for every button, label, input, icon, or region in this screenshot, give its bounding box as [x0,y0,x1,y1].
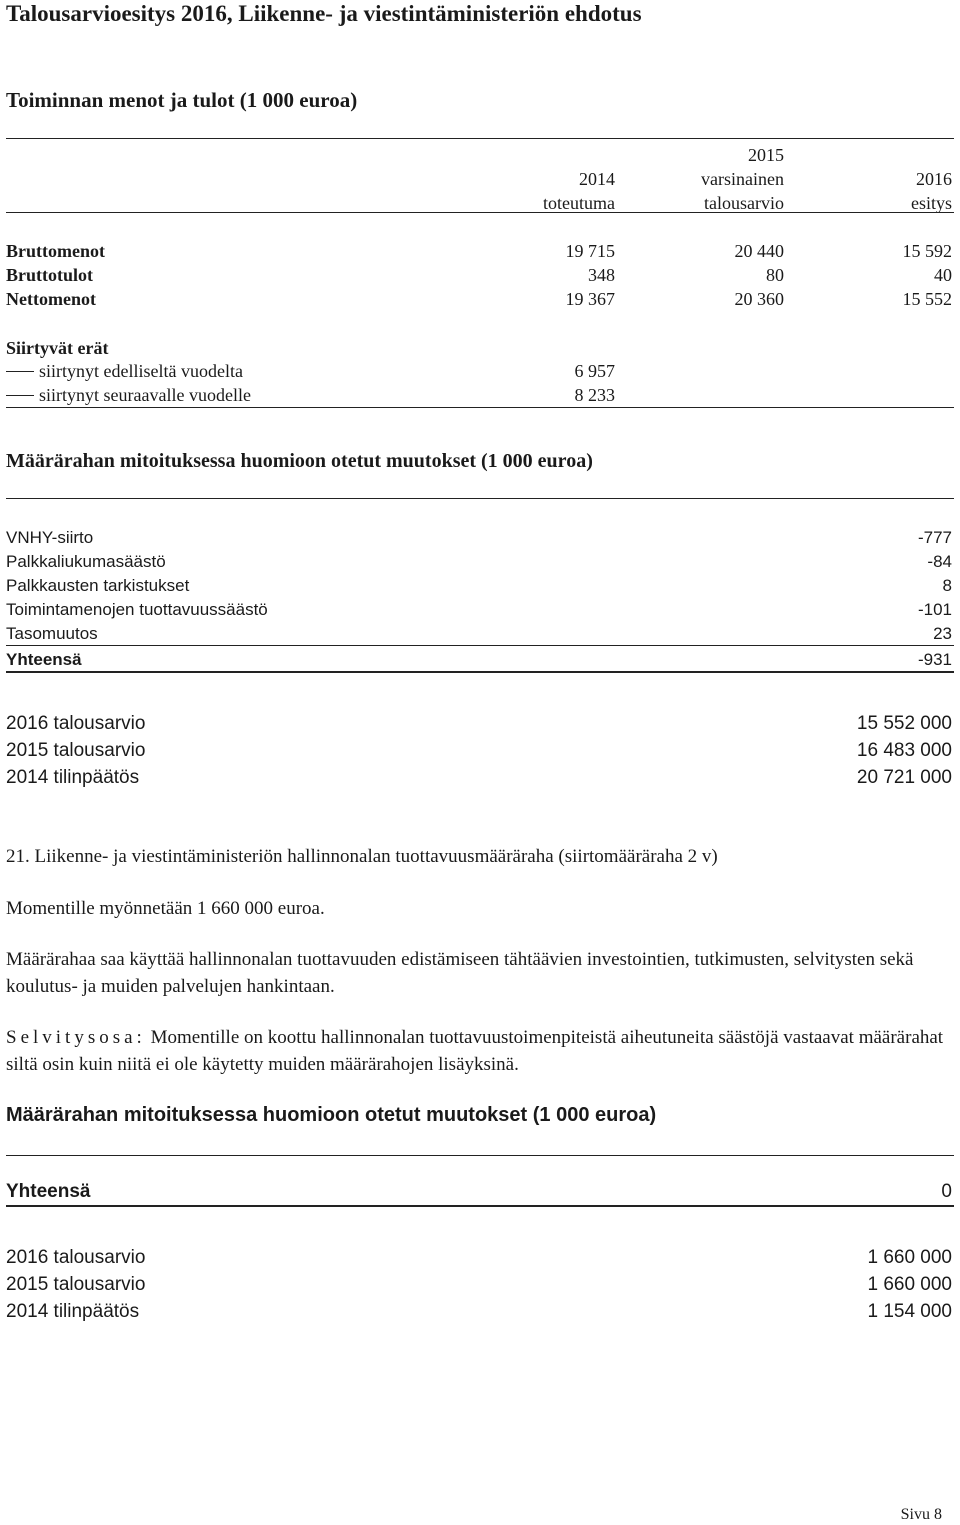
budget-label: 2015 talousarvio [6,740,146,761]
column-header-2015-line2: varsinainen [701,169,784,189]
explanation-label: Selvitysosa: [6,1027,146,1048]
row-value-2014: 348 [588,265,615,285]
explanation-text: Momentille on koottu hallinnonalan tuottavuustoimenpiteistä aiheutuneita säästöjä vastaavat määrärahat siltä osin kuin niitä ei ole käytetty muiden määrärahojen lisäyksinä. [6,1027,944,1075]
item-label: Tasomuutos [6,624,98,643]
budget-value: 1 154 000 [867,1301,952,1322]
row-value-2015: 80 [766,265,784,285]
moment-usage: Määrärahaa saa käyttää hallinnonalan tuottavuuden edistämiseen tähtäävien investointien, tutkimusten, selvitysten sekä koulutus- ja muiden palvelujen hankintaan. [6,949,914,997]
moment-heading: 21. Liikenne- ja viestintäministeriön hallinnonalan tuottavuusmääräraha (siirtomääräraha 2 v) [6,846,718,867]
total-value: 0 [941,1181,952,1202]
row-value-2014: 6 957 [574,361,615,381]
list-item [6,550,952,574]
table-row [6,287,952,311]
total-value: -931 [917,650,952,669]
budget-row [6,764,952,791]
section-title: Toiminnan menot ja tulot (1 000 euroa) [6,88,358,112]
total-label: Yhteensä [6,1181,91,1202]
column-header-2014-line2: 2014 [579,169,615,189]
item-value: -777 [917,528,952,547]
budget-value: 16 483 000 [856,740,952,761]
item-label: Toimintamenojen tuottavuussäästö [6,600,268,619]
total-bottom-rule-2 [6,1205,954,1207]
item-value: -101 [917,600,952,619]
budget-row [6,1244,952,1271]
budget-label: 2016 talousarvio [6,713,146,734]
list-item [6,526,952,550]
budget-label: 2014 tilinpäätös [6,767,140,788]
budget-row [6,710,952,737]
row-value-2015: 20 360 [734,289,784,309]
row-value-2015: 20 440 [734,241,784,261]
budget-value: 1 660 000 [867,1274,952,1295]
table-row [6,359,952,383]
item-label: Palkkausten tarkistukset [6,576,190,595]
row-label: siirtynyt edelliseltä vuodelta [39,361,243,381]
total-row-2 [6,1178,952,1205]
total-bottom-rule [6,671,954,673]
table-row [6,239,952,263]
column-header-2014-line3: toteutuma [543,193,615,213]
budget-label: 2016 talousarvio [6,1247,146,1268]
column-header-2015 [634,143,784,215]
header-bottom-rule [6,212,954,213]
item-value: 8 [942,576,952,595]
row-value-2014: 19 715 [565,241,615,261]
row-value-2014: 19 367 [565,289,615,309]
list-item [6,598,952,622]
budget-label: 2015 talousarvio [6,1274,146,1295]
budget-row [6,1271,952,1298]
row-label: Nettomenot [6,289,96,309]
item-label: Palkkaliukumasäästö [6,552,166,571]
column-header-2015-line1: 2015 [748,145,784,165]
page-number: Sivu 8 [900,1506,942,1523]
column-header-2016 [802,143,952,215]
total-label: Yhteensä [6,650,82,669]
dash-icon [6,395,34,396]
budget-row [6,1298,952,1325]
changes-top-rule [6,498,954,499]
column-header-2016-line1 [802,143,952,167]
row-label: Bruttomenot [6,241,105,261]
moment-grant: Momentille myönnetään 1 660 000 euroa. [6,898,325,919]
row-value-2016: 15 552 [902,289,952,309]
moment-explanation [6,1024,956,1078]
item-value: -84 [927,552,952,571]
row-value-2016: 40 [934,265,952,285]
budget-row [6,737,952,764]
column-header-2014-line1 [465,143,615,167]
total-top-rule [6,645,954,646]
table-bottom-rule [6,407,954,408]
dash-icon [6,371,34,372]
budget-label: 2014 tilinpäätös [6,1301,140,1322]
item-value: 23 [933,624,952,643]
changes2-top-rule [6,1155,954,1156]
list-item [6,574,952,598]
row-value-2016: 15 592 [902,241,952,261]
column-header-2016-line2: 2016 [916,169,952,189]
row-label: Bruttotulot [6,265,93,285]
table-row [6,383,952,407]
table-row [6,263,952,287]
column-header-2014 [465,143,615,215]
item-label: VNHY-siirto [6,528,94,547]
column-header-2016-line3: esitys [910,193,952,213]
row-label: siirtynyt seuraavalle vuodelle [39,385,251,405]
column-header-2015-line3: talousarvio [704,193,784,213]
total-row [6,648,952,672]
budget-value: 20 721 000 [856,767,952,788]
budget-value: 15 552 000 [856,713,952,734]
changes-title: Määrärahan mitoituksessa huomioon otetut muutokset (1 000 euroa) [6,450,593,472]
changes-title-2: Määrärahan mitoituksessa huomioon otetut muutokset (1 000 euroa) [6,1104,657,1126]
list-item [6,622,952,646]
budget-value: 1 660 000 [867,1247,952,1268]
carryover-title: Siirtyvät erät [6,338,109,358]
table-top-rule [6,138,954,139]
row-value-2014: 8 233 [574,385,615,405]
page-title: Talousarvioesitys 2016, Liikenne- ja viestintäministeriön ehdotus [6,1,642,26]
